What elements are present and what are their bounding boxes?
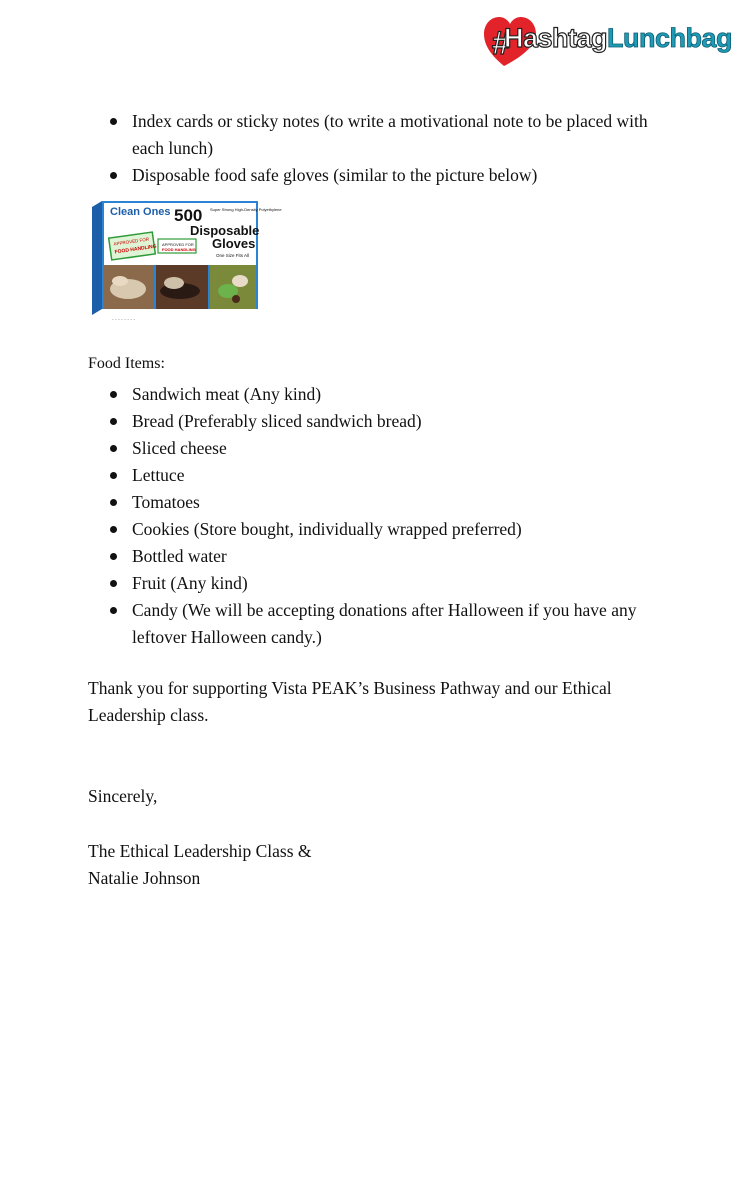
hashtag-lunchbag-logo [482,12,734,70]
list-item: Tomatoes [88,489,658,516]
list-item: Index cards or sticky notes (to write a motivational note to be placed with each lunch) [88,108,658,162]
list-item: Disposable food safe gloves (similar to the picture below) [88,162,658,189]
list-item: Fruit (Any kind) [88,570,658,597]
list-item: Sliced cheese [88,435,658,462]
label-line2: FOOD HANDLING [162,247,196,252]
list-item: Lettuce [88,462,658,489]
svg-text:- - - - - - - -: - - - - - - - - [112,317,136,323]
fit-text: One Size Fits All [216,253,250,258]
list-item: Candy (We will be accepting donations after Halloween if you have any leftover Halloween candy.) [88,597,658,651]
supplies-list [88,108,658,189]
logo-wordmark [504,22,732,54]
brand-text: Clean Ones [110,206,171,218]
hash-symbol: # [492,25,510,61]
stamp-line2: FOOD HANDLING [114,243,157,256]
list-item: Bottled water [88,543,658,570]
title-line1: Disposable [190,223,260,238]
logo-word-hashtag: Hashtag [504,23,608,53]
count-text: 500 [174,206,203,225]
title-line2: Gloves [212,236,256,251]
letter-body [88,108,658,892]
signature-line1: The Ethical Leadership Class & [88,841,312,861]
thank-you-paragraph: Thank you for supporting Vista PEAK’s Business Pathway and our Ethical Leadership class. [88,678,612,725]
list-item: Bread (Preferably sliced sandwich bread) [88,408,658,435]
list-item: Cookies (Store bought, individually wrapped preferred) [88,516,658,543]
list-item: Sandwich meat (Any kind) [88,381,658,408]
stamp-line1: APPROVED FOR [113,236,150,247]
tag-text: Super Strong High-Density Polyethylene [210,207,282,212]
signature-line2: Natalie Johnson [88,868,201,888]
closing-text: Sincerely, [88,786,158,806]
food-items-heading: Food Items: [88,355,165,372]
logo-word-lunchbag: Lunchbag [607,23,733,53]
food-items-list [88,381,658,651]
label-line1: APPROVED FOR [162,242,194,247]
gloves-box-image [88,201,282,323]
